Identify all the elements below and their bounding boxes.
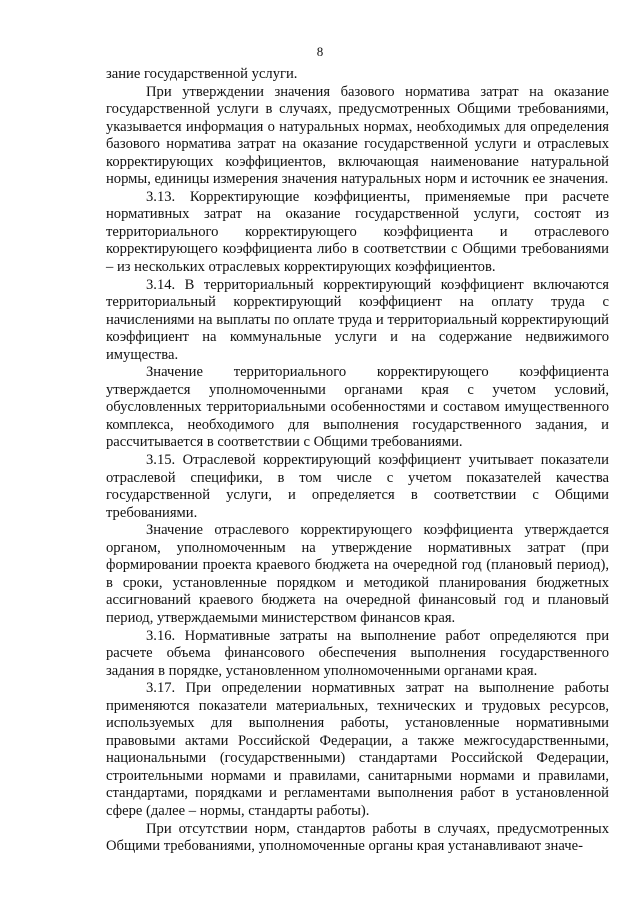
paragraph: При утверждении значения базового норматива затрат на оказание государственной услуги в случаях, предусмотренных Общими требованиями, указывается информация о натуральных нормах, необходимых для определения базового норматива затрат на оказание государственной услуги и отраслевых корректирующих коэффициентов, включающая наименование натуральной нормы, единицы измерения значения натуральных норм и источник ее значения. — [106, 83, 609, 188]
page-number: 8 — [316, 44, 324, 59]
paragraph-3-14: 3.14. В территориальный корректирующий коэффициент включаются территориальный корректирующий коэффициент на оплату труда с начислениями на выплаты по оплате труда и территориальный корректирующий коэффициент на коммунальные услуги и на содержание недвижимого имущества. — [106, 276, 609, 363]
paragraph: Значение отраслевого корректирующего коэффициента утверждается органом, уполномоченным на утверждение нормативных затрат (при формировании проекта краевого бюджета на очередной год (плановый период), в сроки, установленные порядком и методикой планирования бюджетных ассигнований краевого бюджета на очередной финансовый год и плановый период, утверждаемыми министерством финансов края. — [106, 522, 609, 626]
paragraph: Значение территориального корректирующего коэффициента утверждается уполномоченными органами края с учетом условий, обусловленных территориальными особенностями и составом имущественного комплекса, необходимого для выполнения государственного задания, и рассчитывается в соответствии с Общими требованиями. — [106, 364, 609, 451]
paragraph-continuation: зание государственной услуги. — [106, 66, 298, 82]
paragraph: При отсутствии норм, стандартов работы в случаях, предусмотренных Общими требованиями, уполномоченные органы края устанавливают значе- — [106, 820, 609, 855]
document-body — [106, 66, 609, 856]
paragraph-3-13: 3.13. Корректирующие коэффициенты, применяемые при расчете нормативных затрат на оказание государственной услуги, состоят из территориального корректирующего коэффициента и отраслевого корректирующего коэффициента либо в соответствии с Общими требованиями – из нескольких отраслевых корректирующих коэффициентов. — [106, 188, 609, 276]
paragraph-3-17: 3.17. При определении нормативных затрат на выполнение работы применяются показатели материальных, технических и трудовых ресурсов, используемых для выполнения работы, установленные нормативными правовыми актами Российской Федерации, а также межгосударственными, национальными (государственными) стандартами Российской Федерации, строительными нормами и правилами, санитарными нормами и правилами, стандартами, порядками и регламентами выполнения работ в установленной сфере (далее – нормы, стандарты работы). — [106, 680, 609, 819]
paragraph-3-15: 3.15. Отраслевой корректирующий коэффициент учитывает показатели отраслевой специфики, в том числе с учетом показателей качества государственной услуги, и определяется в соответствии с Общими требованиями. — [106, 452, 609, 521]
paragraph-3-16: 3.16. Нормативные затраты на выполнение работ определяются при расчете объема финансового обеспечения выполнения государственного задания в порядке, установленном уполномоченными органами края. — [106, 627, 609, 679]
